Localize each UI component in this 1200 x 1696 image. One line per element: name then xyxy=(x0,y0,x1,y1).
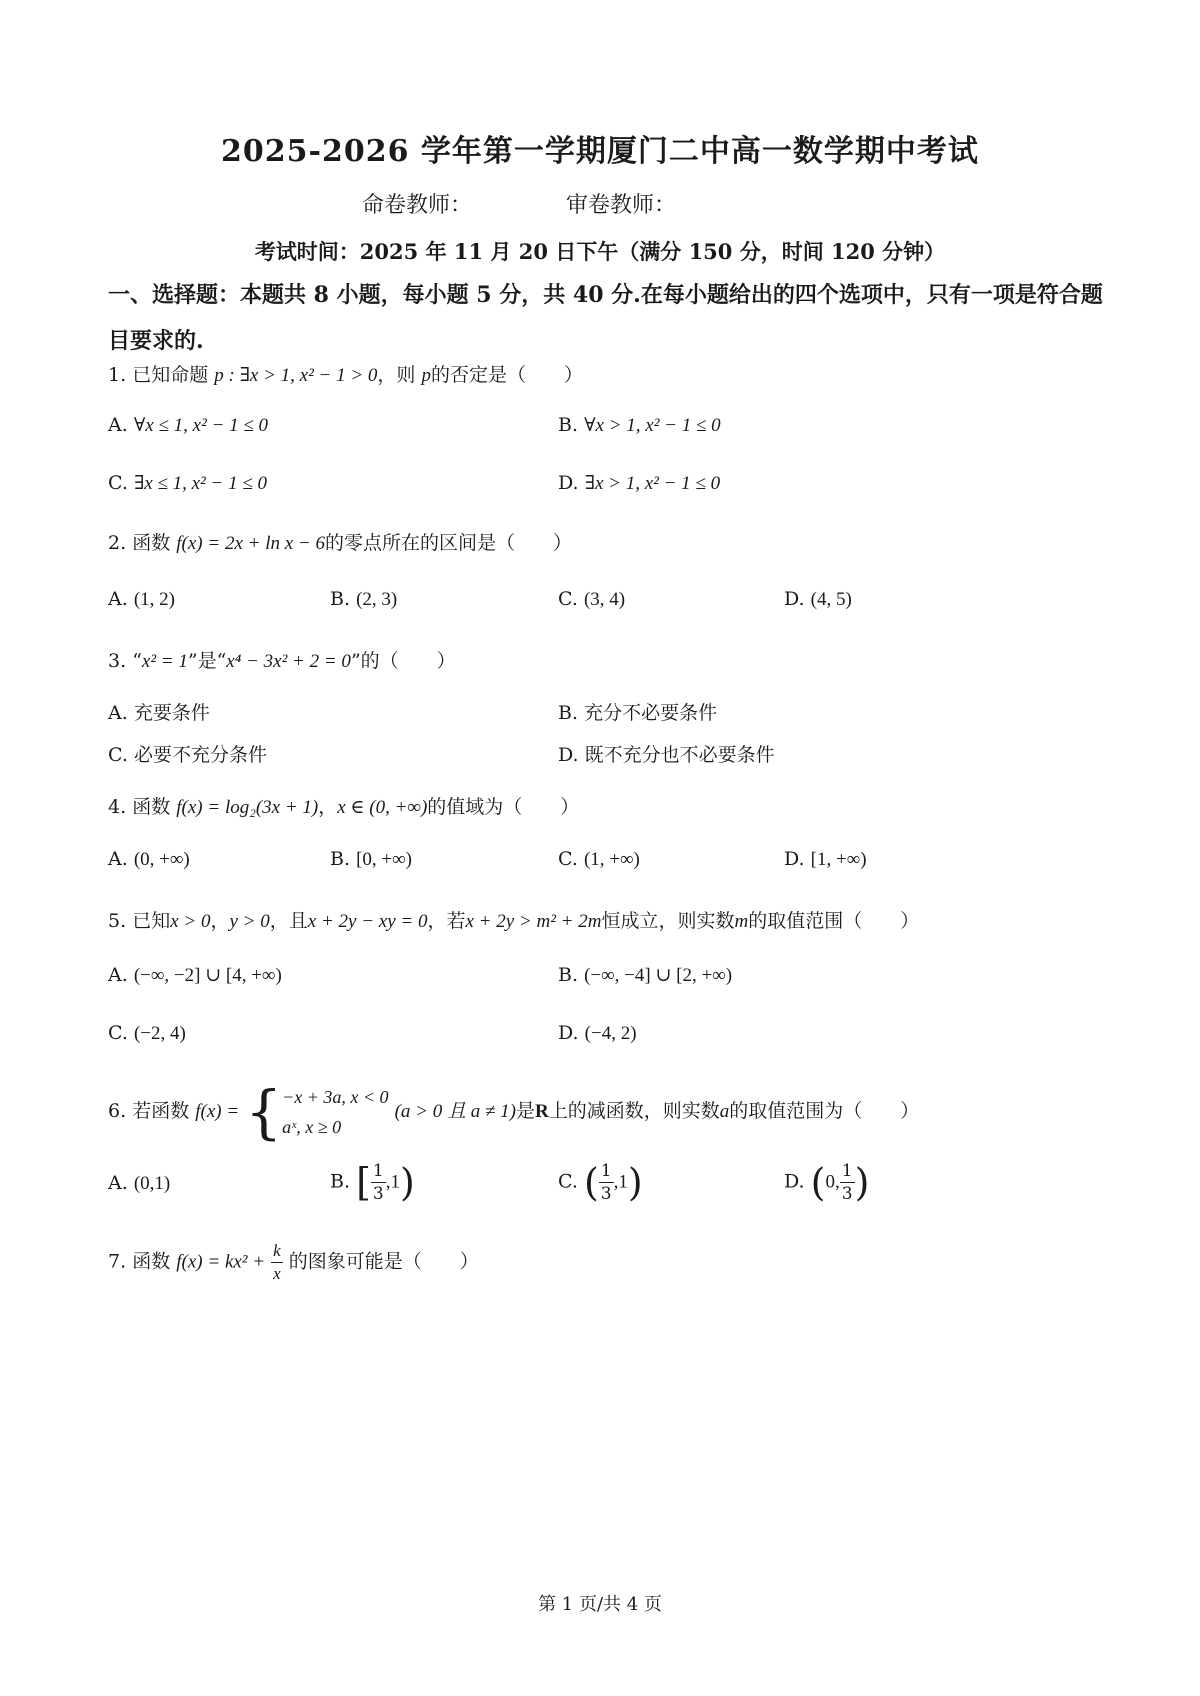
math-expression: f(x) = log₂(3x + 1) xyxy=(176,797,319,818)
numerator: k xyxy=(271,1240,283,1263)
math-expression: p xyxy=(421,365,431,386)
option-d xyxy=(558,1022,637,1045)
option-letter: A. xyxy=(108,588,128,610)
option-letter: C. xyxy=(558,1170,578,1193)
option-text: (−2, 4) xyxy=(133,1023,186,1044)
math-expression: p : ∃x > 1, x² − 1 > 0 xyxy=(214,365,378,386)
option-text: 必要不充分条件 xyxy=(133,744,267,766)
option-b xyxy=(330,1160,415,1205)
option-d xyxy=(784,588,852,611)
math-expression: x + 2y > m² + 2m xyxy=(465,911,602,932)
option-text: (−∞, −4] ∪ [2, +∞) xyxy=(584,965,733,986)
option-c xyxy=(558,588,625,611)
option-text: (3, 4) xyxy=(583,589,626,610)
option-c xyxy=(558,848,640,871)
question-text: 已知命题 xyxy=(132,364,209,386)
option-letter: C. xyxy=(558,848,578,870)
math-expression: x ∈ (0, +∞) xyxy=(337,797,428,818)
left-bracket: [ xyxy=(356,1160,371,1205)
option-text: ∀x > 1, x² − 1 ≤ 0 xyxy=(584,415,721,436)
question-2 xyxy=(108,528,572,555)
math-expression: a xyxy=(719,1101,730,1122)
option-a xyxy=(108,588,175,611)
option-letter: A. xyxy=(108,1172,128,1194)
option-text: 0, xyxy=(825,1171,840,1193)
option-text: (1, 2) xyxy=(133,589,175,610)
piecewise-cases xyxy=(282,1082,388,1142)
question-text: 的否定是（ ） xyxy=(430,364,583,386)
option-text: 充要条件 xyxy=(133,702,210,724)
option-letter: D. xyxy=(558,744,579,766)
question-text: ”是“ xyxy=(187,650,227,672)
question-5 xyxy=(108,906,919,933)
question-text: ”的（ ） xyxy=(350,650,456,672)
question-number: 5. xyxy=(108,910,127,932)
option-letter: C. xyxy=(558,588,578,610)
option-letter: C. xyxy=(108,744,128,766)
question-text: “ xyxy=(132,650,142,672)
piecewise-case-1: −x + 3a, x < 0 xyxy=(282,1087,389,1107)
option-b xyxy=(558,964,732,987)
exam-title: 2025-2026 学年第一学期厦门二中高一数学期中考试 xyxy=(221,134,979,169)
piecewise-case-2: aˣ, x ≥ 0 xyxy=(282,1117,342,1137)
math-expression: x⁴ − 3x² + 2 = 0 xyxy=(226,651,351,672)
question-text: 的值域为（ ） xyxy=(427,796,580,818)
option-text: (−4, 2) xyxy=(584,1023,637,1044)
question-text: 函数 xyxy=(132,796,171,818)
math-expression: x > 0 xyxy=(170,911,211,932)
option-letter: A. xyxy=(108,964,128,986)
question-text: ，且 xyxy=(269,910,308,932)
option-letter: C. xyxy=(108,1022,128,1044)
question-text: 函数 xyxy=(132,1250,171,1273)
page-footer: 第 1 页/共 4 页 xyxy=(538,1594,662,1615)
denominator: x xyxy=(273,1264,281,1283)
option-a xyxy=(108,848,190,871)
option-text: 既不充分也不必要条件 xyxy=(584,744,775,766)
question-text: 的取值范围（ ） xyxy=(748,910,920,932)
option-letter: D. xyxy=(784,848,805,870)
option-a xyxy=(108,414,268,437)
option-letter: B. xyxy=(558,414,579,436)
denominator: 3 xyxy=(372,1184,384,1204)
piecewise-brace: { xyxy=(245,1078,283,1146)
question-text: 恒成立，则实数 xyxy=(601,910,735,932)
option-text: ∃x ≤ 1, x² − 1 ≤ 0 xyxy=(133,473,267,494)
option-text: ∃x > 1, x² − 1 ≤ 0 xyxy=(584,473,721,494)
denominator: 3 xyxy=(600,1184,612,1204)
option-text: [0, +∞) xyxy=(356,849,412,870)
question-text: ，则 xyxy=(377,364,416,386)
fraction xyxy=(371,1160,386,1205)
question-number: 3. xyxy=(108,650,127,672)
option-b xyxy=(330,848,412,871)
exam-info: 考试时间：2025 年 11 月 20 日下午（满分 150 分，时间 120 分钟） xyxy=(254,239,946,264)
question-number: 4. xyxy=(108,796,127,818)
option-letter: B. xyxy=(330,848,351,870)
option-d xyxy=(784,1160,869,1205)
fraction xyxy=(271,1240,283,1285)
option-letter: A. xyxy=(108,702,128,724)
option-letter: B. xyxy=(330,1170,351,1193)
option-text: (2, 3) xyxy=(356,589,398,610)
option-b xyxy=(558,698,717,725)
option-letter: D. xyxy=(784,588,805,610)
option-a xyxy=(108,1172,170,1195)
question-text: ， xyxy=(210,910,230,932)
numerator: 1 xyxy=(841,1161,853,1181)
option-text: 充分不必要条件 xyxy=(584,702,718,724)
numerator: 1 xyxy=(372,1161,384,1181)
numerator: 1 xyxy=(600,1161,612,1181)
option-text: ,1 xyxy=(613,1171,628,1193)
option-letter: A. xyxy=(108,414,128,436)
question-text: 若函数 xyxy=(132,1100,190,1122)
option-letter: B. xyxy=(558,702,579,724)
option-text: ∀x ≤ 1, x² − 1 ≤ 0 xyxy=(133,415,269,436)
option-letter: D. xyxy=(558,472,579,494)
option-text: [1, +∞) xyxy=(810,849,867,870)
question-text: 的取值范围为（ ） xyxy=(729,1100,920,1122)
option-c xyxy=(108,472,267,495)
fraction xyxy=(599,1160,614,1205)
question-number: 6. xyxy=(108,1100,127,1122)
question-1 xyxy=(108,360,583,387)
question-text: ， xyxy=(318,796,338,818)
section-heading: 一、选择题：本题共 8 小题，每小题 5 分，共 40 分.在每小题给出的四个选项中，只有一项是符合题目要求的. xyxy=(108,282,1103,354)
math-expression: x² = 1 xyxy=(141,651,188,672)
question-text: ，若 xyxy=(427,910,466,932)
option-letter: B. xyxy=(330,588,351,610)
question-text: 的零点所在的区间是（ ） xyxy=(324,532,572,554)
option-b xyxy=(558,414,721,437)
option-text: (1, +∞) xyxy=(583,849,640,870)
question-number: 7. xyxy=(108,1250,127,1273)
math-expression: m xyxy=(734,911,749,932)
right-bracket: ) xyxy=(854,1160,870,1205)
option-c xyxy=(558,1160,643,1205)
left-bracket: ( xyxy=(583,1160,599,1205)
option-d xyxy=(784,848,867,871)
option-c xyxy=(108,740,267,767)
option-b xyxy=(330,588,397,611)
option-c xyxy=(108,1022,186,1045)
option-letter: B. xyxy=(558,964,579,986)
option-text: (0,1) xyxy=(133,1173,171,1194)
question-6 xyxy=(108,1078,920,1146)
denominator: 3 xyxy=(841,1184,853,1204)
question-number: 2. xyxy=(108,532,127,554)
set-r: R xyxy=(535,1101,549,1122)
question-number: 1. xyxy=(108,364,127,386)
math-expression: f(x) = xyxy=(195,1101,240,1122)
option-text: (−∞, −2] ∪ [4, +∞) xyxy=(133,965,282,986)
question-text: 函数 xyxy=(132,532,171,554)
option-letter: C. xyxy=(108,472,128,494)
option-text: ,1 xyxy=(385,1171,400,1193)
question-4 xyxy=(108,792,579,819)
option-a xyxy=(108,698,210,725)
right-bracket: ) xyxy=(627,1160,643,1205)
reviewer-label: 审卷教师： xyxy=(566,193,677,218)
question-text: 是 xyxy=(516,1100,536,1122)
option-text: (0, +∞) xyxy=(133,849,190,870)
right-bracket: ) xyxy=(399,1160,415,1205)
question-text: 上的减函数，则实数 xyxy=(548,1100,720,1122)
option-text: (4, 5) xyxy=(810,589,852,610)
math-expression: x + 2y − xy = 0 xyxy=(307,911,428,932)
question-3 xyxy=(108,646,456,673)
left-bracket: ( xyxy=(810,1160,826,1205)
fraction xyxy=(840,1160,855,1205)
math-expression: y > 0 xyxy=(229,911,270,932)
option-d xyxy=(558,472,720,495)
math-expression: f(x) = 2x + ln x − 6 xyxy=(176,533,325,554)
math-expression: (a > 0 且 a ≠ 1) xyxy=(394,1101,517,1122)
question-text: 已知 xyxy=(132,910,171,932)
question-7 xyxy=(108,1240,479,1285)
option-letter: D. xyxy=(558,1022,579,1044)
math-expression: f(x) = kx² + xyxy=(176,1251,266,1273)
setter-label: 命卷教师： xyxy=(362,193,473,218)
option-letter: A. xyxy=(108,848,128,870)
option-d xyxy=(558,740,775,767)
option-letter: D. xyxy=(784,1170,805,1193)
option-a xyxy=(108,964,282,987)
question-text: 的图象可能是（ ） xyxy=(288,1250,479,1273)
